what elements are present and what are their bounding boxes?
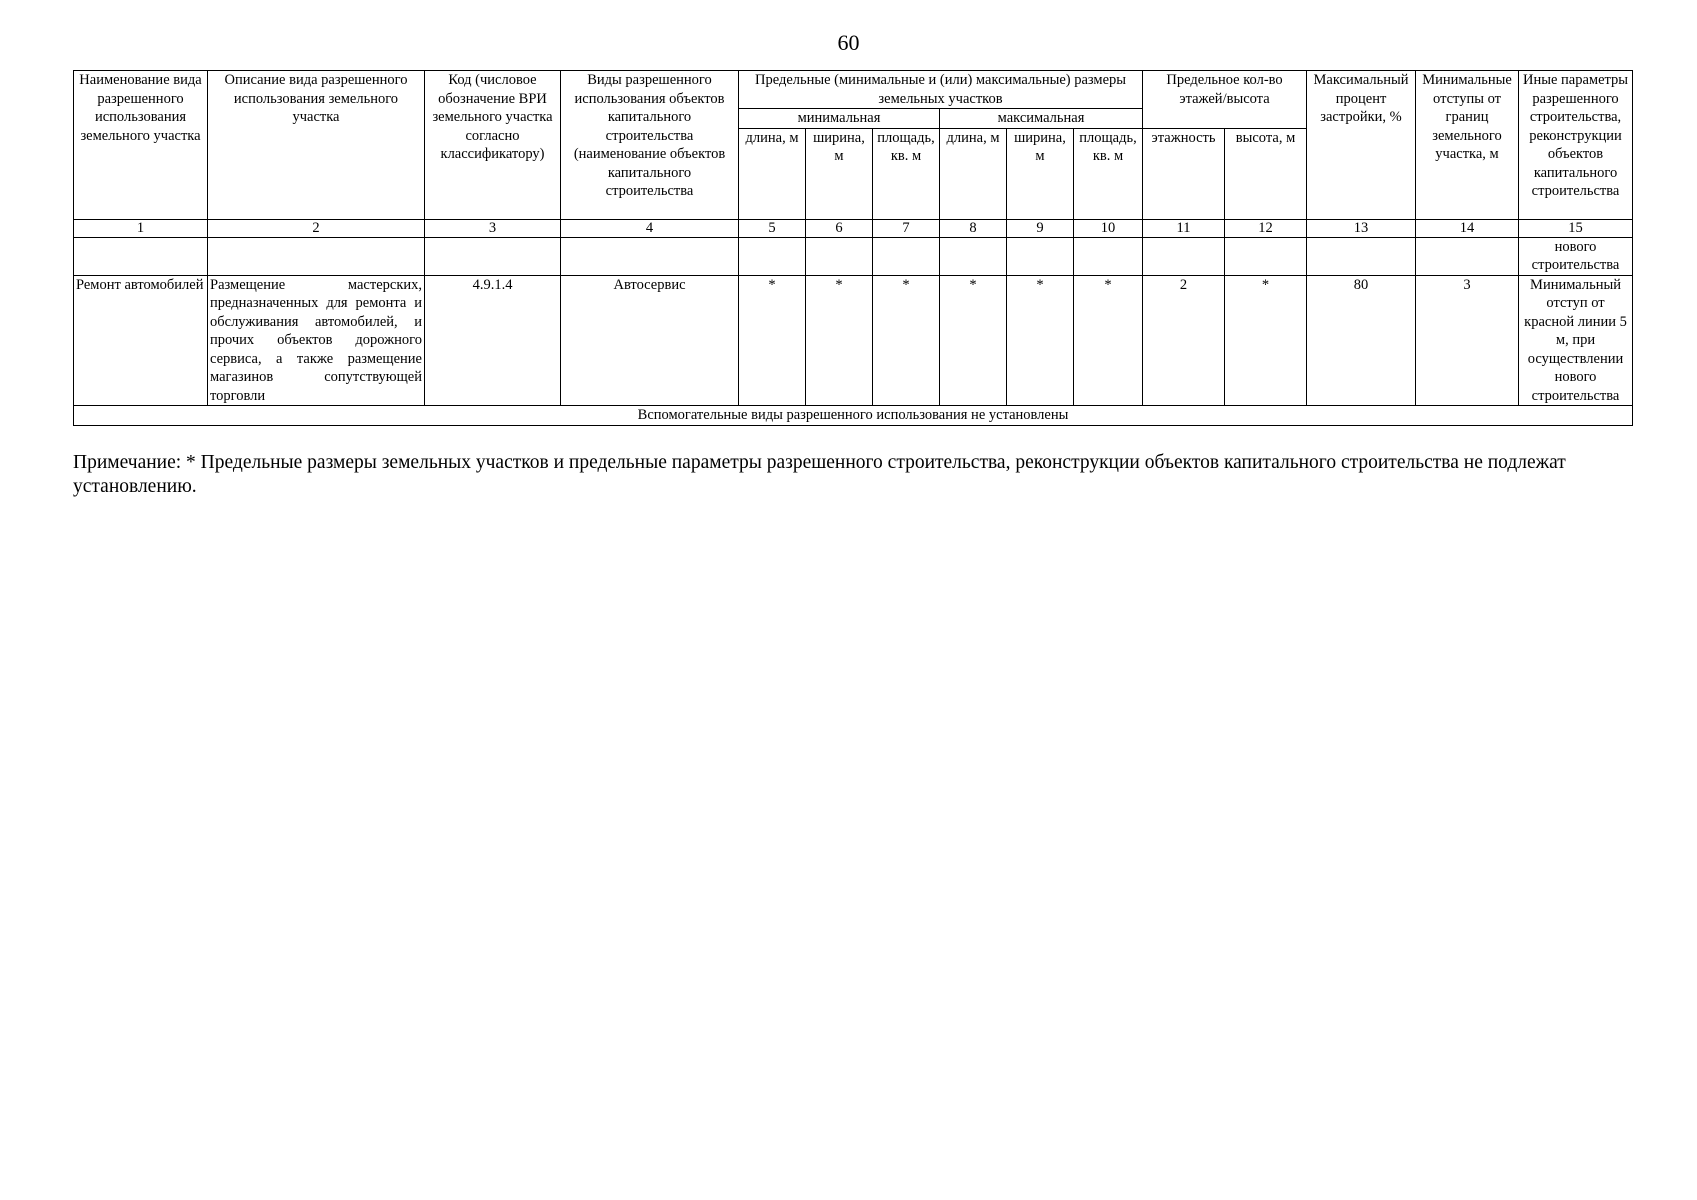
header-height: высота, м (1225, 128, 1307, 219)
header-min-group: минимальная (739, 109, 940, 129)
column-number: 6 (806, 219, 873, 237)
column-number: 7 (873, 219, 940, 237)
table-row (74, 275, 1633, 406)
header-col-4: Виды разрешенного использования объектов капитального строительства (наименование объектов капитального строительства (561, 71, 739, 220)
column-number: 8 (940, 219, 1007, 237)
column-number: 11 (1143, 219, 1225, 237)
column-number: 3 (425, 219, 561, 237)
column-number: 13 (1307, 219, 1416, 237)
column-number: 12 (1225, 219, 1307, 237)
row-code: 4.9.1.4 (425, 275, 561, 406)
row-max-percent: 80 (1307, 275, 1416, 406)
header-col-3: Код (числовое обозначение ВРИ земельного участка согласно классификатору) (425, 71, 561, 220)
row-max-width: * (1007, 275, 1074, 406)
header-min-width: ширина, м (806, 128, 873, 219)
row-other: Минимальный отступ от красной линии 5 м, при осуществлении нового строительства (1519, 275, 1633, 406)
row-floors: 2 (1143, 275, 1225, 406)
header-max-width: ширина, м (1007, 128, 1074, 219)
header-col-1: Наименование вида разрешенного использования земельного участка (74, 71, 208, 220)
row-min-area: * (873, 275, 940, 406)
continuation-other: нового строительства (1519, 237, 1633, 275)
row-height: * (1225, 275, 1307, 406)
column-number: 15 (1519, 219, 1633, 237)
row-min-length: * (739, 275, 806, 406)
column-number: 14 (1416, 219, 1519, 237)
continuation-row (74, 237, 1633, 275)
column-number: 2 (208, 219, 425, 237)
footnote: Примечание: * Предельные размеры земельных участков и предельные параметры разрешенного строительства, реконструкции объектов капитального строительства не подлежат установлению. (73, 452, 1566, 497)
regulations-table (73, 70, 1633, 426)
row-description: Размещение мастерских, предназначенных для ремонта и обслуживания автомобилей, и прочих объектов дорожного сервиса, а также размещение магазинов сопутствующей торговли (208, 275, 425, 406)
row-name: Ремонт автомобилей (74, 275, 208, 406)
header-size-group: Предельные (минимальные и (или) максимальные) размеры земельных участков (739, 71, 1143, 109)
column-number: 1 (74, 219, 208, 237)
header-max-group: максимальная (940, 109, 1143, 129)
row-min-width: * (806, 275, 873, 406)
column-number: 10 (1074, 219, 1143, 237)
header-col-14: Минимальные отступы от границ земельного участка, м (1416, 71, 1519, 220)
auxiliary-text: Вспомогательные виды разрешенного использования не установлены (74, 406, 1633, 426)
page-number: 60 (837, 30, 860, 55)
header-col-15: Иные параметры разрешенного строительства, реконструкции объектов капитального строительства (1519, 71, 1633, 220)
header-row-1 (74, 71, 1633, 109)
column-number: 4 (561, 219, 739, 237)
header-min-length: длина, м (739, 128, 806, 219)
row-max-area: * (1074, 275, 1143, 406)
row-min-setback: 3 (1416, 275, 1519, 406)
header-floors-group: Предельное кол-во этажей/высота (1143, 71, 1307, 129)
row-max-length: * (940, 275, 1007, 406)
row-objects: Автосервис (561, 275, 739, 406)
header-max-area: площадь, кв. м (1074, 128, 1143, 219)
header-floors: этажность (1143, 128, 1225, 219)
column-numbers-row (74, 219, 1633, 237)
header-max-length: длина, м (940, 128, 1007, 219)
header-col-2: Описание вида разрешенного использования земельного участка (208, 71, 425, 220)
header-col-13: Максимальный процент застройки, % (1307, 71, 1416, 220)
auxiliary-row (74, 406, 1633, 426)
column-number: 9 (1007, 219, 1074, 237)
header-min-area: площадь, кв. м (873, 128, 940, 219)
column-number: 5 (739, 219, 806, 237)
